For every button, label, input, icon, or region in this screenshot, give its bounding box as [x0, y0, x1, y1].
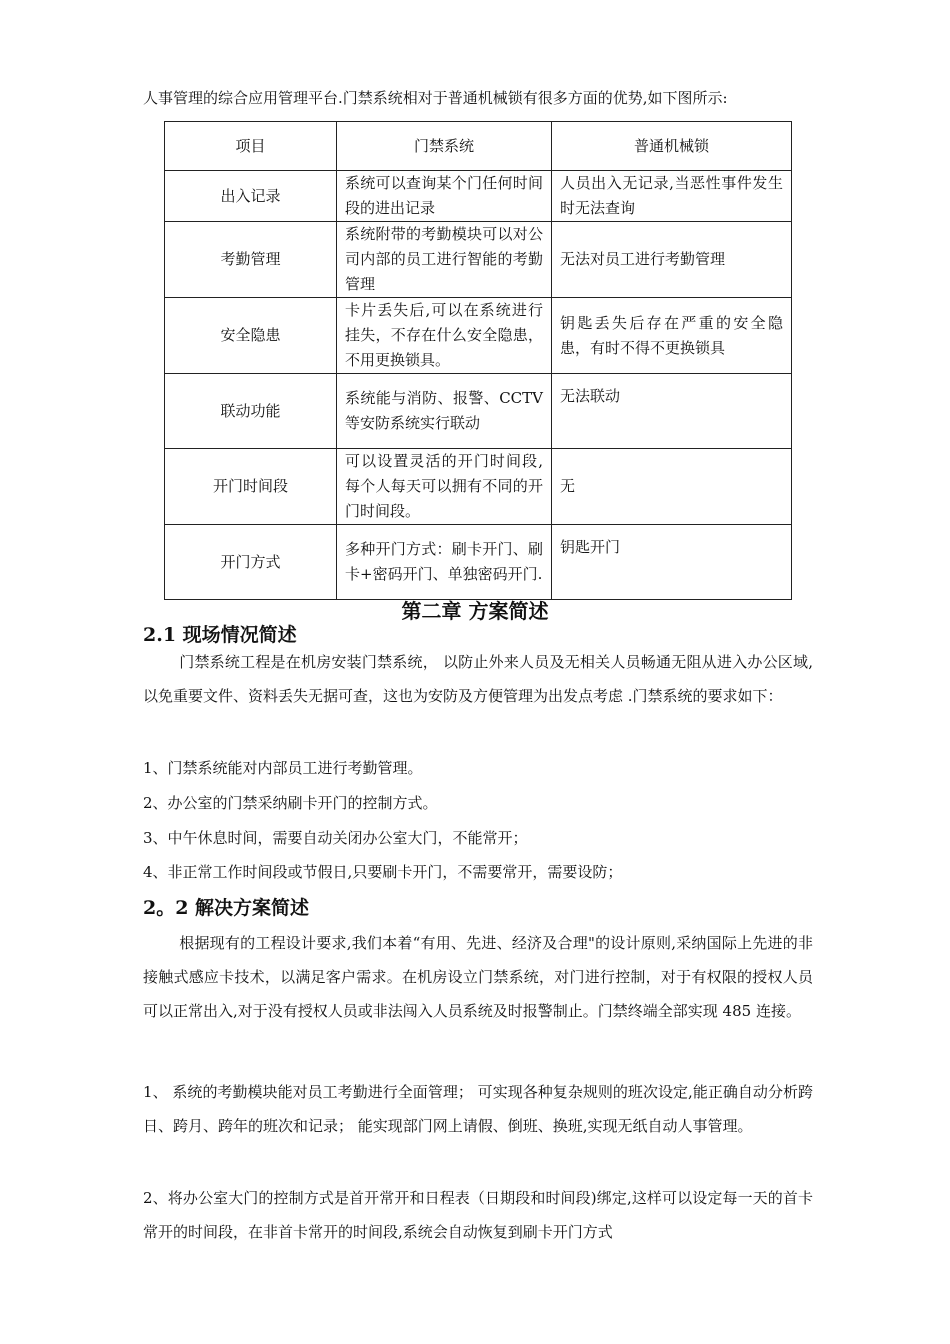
row-access-cell: 可以设置灵活的开门时间段,每个人每天可以拥有不同的开门时间段。	[337, 449, 552, 525]
row-access-cell: 卡片丢失后,可以在系统进行挂失，不存在什么安全隐患，不用更换锁具。	[337, 298, 552, 374]
row-item: 开门方式	[165, 525, 337, 600]
row-lock-cell: 钥匙开门	[552, 525, 792, 600]
header-access-system: 门禁系统	[337, 122, 552, 171]
table-row	[165, 222, 792, 298]
table-row	[165, 449, 792, 525]
row-item: 安全隐患	[165, 298, 337, 374]
row-item: 出入记录	[165, 171, 337, 222]
list-item: 1、门禁系统能对内部员工进行考勤管理。	[143, 759, 423, 777]
table-row	[165, 525, 792, 600]
row-lock-cell: 无法联动	[552, 374, 792, 449]
row-access-cell: 系统附带的考勤模块可以对公司内部的员工进行智能的考勤管理	[337, 222, 552, 298]
list-item: 2、办公室的门禁采纳刷卡开门的控制方式。	[143, 794, 438, 812]
row-access-cell: 系统能与消防、报警、CCTV等安防系统实行联动	[337, 374, 552, 449]
section-2-2-paragraph	[143, 926, 813, 1028]
row-access-cell: 多种开门方式：刷卡开门、刷卡+密码开门、单独密码开门.	[337, 525, 552, 600]
table-row	[165, 171, 792, 222]
header-item: 项目	[165, 122, 337, 171]
list-item: 3、中午休息时间，需要自动关闭办公室大门，不能常开；	[143, 829, 528, 847]
row-item: 开门时间段	[165, 449, 337, 525]
section-2-1-paragraph	[143, 645, 813, 713]
chapter-title: 第二章 方案简述	[401, 599, 549, 623]
table-row	[165, 374, 792, 449]
table-row	[165, 298, 792, 374]
header-mechanical-lock: 普通机械锁	[552, 122, 792, 171]
comparison-table	[164, 121, 792, 600]
row-lock-cell: 无法对员工进行考勤管理	[552, 222, 792, 298]
list-item: 4、非正常工作时间段或节假日,只要刷卡开门，不需要常开，需要设防；	[143, 863, 623, 881]
intro-line: 人事管理的综合应用管理平台.门禁系统相对于普通机械锁有很多方面的优势,如下图所示:	[143, 89, 728, 107]
row-lock-cell: 钥匙丢失后存在严重的安全隐患，有时不得不更换锁具	[552, 298, 792, 374]
table-header-row	[165, 122, 792, 171]
row-access-cell: 系统可以查询某个门任何时间段的进出记录	[337, 171, 552, 222]
row-lock-cell: 无	[552, 449, 792, 525]
row-item: 联动功能	[165, 374, 337, 449]
section-2-2-text: 根据现有的工程设计要求,我们本着“有用、先进、经济及合理"的设计原则,采纳国际上先进的非接触式感应卡技术，以满足客户需求。在机房设立门禁系统，对门进行控制，对于有权限的授权人员可以正常出入,对于没有授权人员或非法闯入人员系统及时报警制止。门禁终端全部实现 485 连接。	[143, 934, 813, 1020]
row-lock-cell: 人员出入无记录,当恶性事件发生时无法查询	[552, 171, 792, 222]
solution-item-1: 1、 系统的考勤模块能对员工考勤进行全面管理； 可实现各种复杂规则的班次设定,能正确自动分析跨日、跨月、跨年的班次和记录； 能实现部门网上请假、倒班、换班,实现无纸自动人事管理。	[143, 1083, 813, 1135]
section-heading-2-1: 2.1 现场情况简述	[143, 624, 297, 646]
section-2-1-text: 门禁系统工程是在机房安装门禁系统， 以防止外来人员及无相关人员畅通无阻从进入办公区域,以免重要文件、资料丢失无据可查，这也为安防及方便管理为出发点考虑 .门禁系统的要求如下：	[143, 653, 813, 705]
solution-item-2: 2、将办公室大门的控制方式是首开常开和日程表（日期段和时间段)绑定,这样可以设定每一天的首卡常开的时间段，在非首卡常开的时间段,系统会自动恢复到刷卡开门方式	[143, 1189, 813, 1241]
row-item: 考勤管理	[165, 222, 337, 298]
section-heading-2-2: 2。2 解决方案简述	[143, 897, 310, 919]
